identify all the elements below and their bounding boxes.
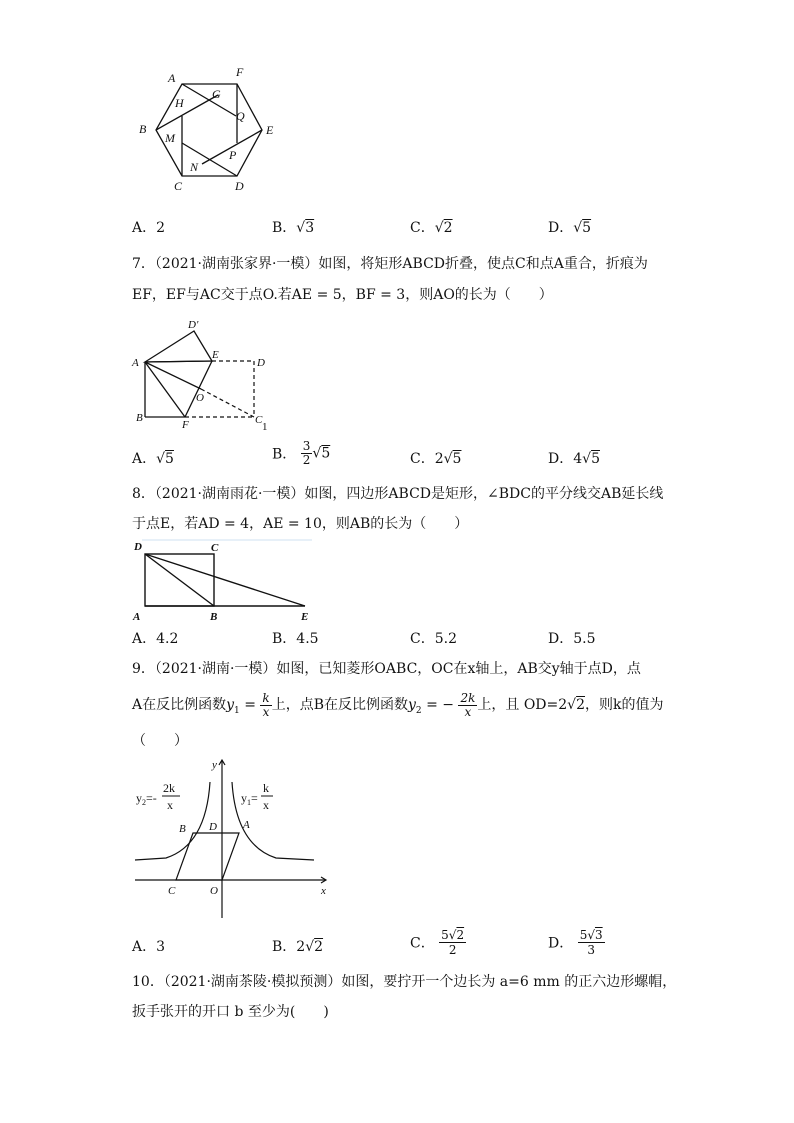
q7-label: 1 xyxy=(262,421,268,432)
q6-label: Q xyxy=(236,109,245,123)
q7-label: O xyxy=(196,392,204,404)
q9-line1: 9．（2021·湖南·一模）如图，已知菱形OABC，OC在x轴上，AB交y轴于点D，点 xyxy=(132,661,641,677)
q8-line1: 8．（2021·湖南雨花·一模）如图，四边形ABCD是矩形，∠BDC的平分线交AB延长线 xyxy=(132,486,664,502)
q6-label: M xyxy=(165,131,175,145)
q9-line2: A在反比例函数$y_1$ = $\frac{k}{x}$ 上，点B在反比例函数$y_2$ = − $\frac{2k}{x}$ 上，且 OD=2√2，则k的值为 xyxy=(132,690,664,719)
q6-label: F xyxy=(236,65,244,79)
q7-option-c: C．2√5 xyxy=(410,451,462,467)
q9-option-c: C． $\frac{5√2}{2}$ xyxy=(410,928,465,957)
q8-label: A xyxy=(133,611,141,623)
q6-option-d: D．√5 xyxy=(548,220,592,236)
q9-option-a: A．3 xyxy=(132,939,166,955)
svg-text:k: k xyxy=(263,781,269,795)
svg-text:x: x xyxy=(167,798,173,812)
q6-hexagon-figure xyxy=(128,62,288,197)
q8-option-b: B．4.5 xyxy=(272,631,319,647)
q9-label: A xyxy=(243,819,250,831)
q8-label: E xyxy=(301,611,309,623)
q10-line2: 扳手张开的开口 b 至少为( ) xyxy=(132,1004,329,1020)
q8-label: D xyxy=(134,541,142,553)
q6-label: E xyxy=(266,123,274,137)
q7-option-d: D．4√5 xyxy=(548,451,600,467)
q9-line3: （ ） xyxy=(132,733,188,749)
q7-label: B xyxy=(136,412,143,424)
q8-option-c: C．5.2 xyxy=(410,631,457,647)
q7-line1: 7．（2021·湖南张家界·一模）如图，将矩形ABCD折叠，使点C和点A重合，折痕为 xyxy=(132,256,648,272)
q6-label: P xyxy=(229,148,237,162)
q7-label: D xyxy=(257,357,265,369)
q8-label: C xyxy=(211,542,219,554)
q9-label: C xyxy=(168,885,176,897)
svg-text:x: x xyxy=(263,798,269,812)
q6-option-b: B．√3 xyxy=(272,220,315,236)
q6-label: D xyxy=(235,179,244,193)
q7-label: E xyxy=(212,349,219,361)
q6-label: H xyxy=(175,96,184,110)
q9-option-b: B．2√2 xyxy=(272,939,324,955)
q6-label: C xyxy=(174,179,183,193)
q8-rectangle-figure xyxy=(130,536,320,626)
q8-option-d: D．5.5 xyxy=(548,631,596,647)
q7-label: F xyxy=(182,419,189,431)
q7-folded-rectangle-figure xyxy=(130,315,275,432)
svg-text:2k: 2k xyxy=(163,781,175,795)
q9-label: O xyxy=(210,885,218,897)
q9-label: x xyxy=(321,885,326,897)
q9-label: y xyxy=(212,759,217,771)
q10-line1: 10．（2021·湖南茶陵·模拟预测）如图，要拧开一个边长为 a=6 mm 的正六边形螺帽， xyxy=(132,974,677,990)
q9-label: D xyxy=(209,821,217,833)
q6-label: G xyxy=(212,87,221,101)
q6-label: N xyxy=(190,160,199,174)
q7-label: A xyxy=(132,357,139,369)
q8-line2: 于点E，若AD = 4，AE = 10，则AB的长为（ ） xyxy=(132,516,469,532)
hexagon-outline xyxy=(156,84,262,176)
q9-label: B xyxy=(179,823,186,835)
q6-label: A xyxy=(168,71,176,85)
q6-option-c: C．√2 xyxy=(410,220,453,236)
svg-text:y2=-: $y_2=-$ xyxy=(136,791,157,807)
q7-label: C xyxy=(255,414,263,426)
q7-option-b: B． $\frac{3}{2}$ √5 xyxy=(272,439,331,467)
svg-text:y1=: $y_1=$ xyxy=(241,791,258,807)
q7-label: D' xyxy=(188,319,199,331)
q8-option-a: A．4.2 xyxy=(132,631,179,647)
q7-line2: EF，EF与AC交于点O.若AE = 5，BF = 3，则AO的长为（ ） xyxy=(132,287,553,303)
q9-option-d: D． $\frac{5√3}{3}$ xyxy=(548,928,603,957)
q9-hyperbola-figure xyxy=(130,752,335,922)
q6-label: B xyxy=(139,122,147,136)
q8-label: B xyxy=(210,611,218,623)
q6-option-a: A．2 xyxy=(132,220,166,236)
q7-option-a: A．√5 xyxy=(132,451,174,467)
